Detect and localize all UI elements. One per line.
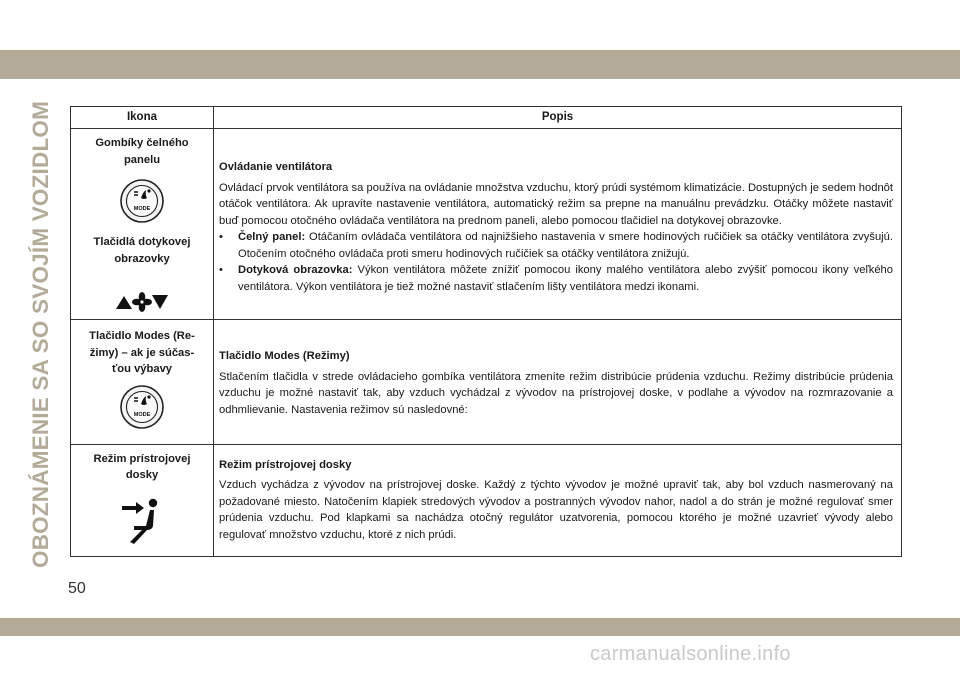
icon-label-touchscreen: Tlačidlá dotykovej obrazovky (93, 236, 191, 265)
top-band (0, 0, 960, 88)
icon-label-panel-mode: Režim prístrojovej dosky (93, 452, 191, 481)
paragraph-fan-control: Ovládací prvok ventilátora sa používa na ovládanie množstva vzduchu, ktorý prúdi systémom klimatizácie. Dostupných je sedem hodnôt otáčok ventilátora. Ak upravíte nastavenie ventilátora, automatický režim sa prepne na manuálnu prevádzku. Otáčky môžete nastaviť buď pomocou otočného ovládača ventilátora na prednom paneli, alebo pomocou tlačidiel na dotykovej obrazovke. (219, 181, 893, 227)
mode-button-icon (119, 384, 165, 430)
table-row (71, 444, 902, 556)
icon-cell (71, 444, 214, 556)
bullet-list (219, 229, 893, 295)
header-stripe (0, 50, 960, 79)
icon-cell (71, 129, 214, 320)
table-header-row (71, 107, 902, 129)
header-icon: Ikona (71, 107, 214, 129)
icon-label-modes-button: Tlačidlo Modes (Režimy) – ak je súčasťou výbavy (89, 330, 195, 375)
paragraph-modes-button: Stlačením tlačidla v strede ovládacieho gombíka ventilátora zmeníte režim distribúcie prúdenia vzduchu. Režimy distribúcie prúdenia vzduchu je možné nastaviť tak, aby vzduch vychádzal z vývodov na prístrojovej doske, v podlahe a vývodov na rozmrazovanie a odhmlievanie. Nastavenia režimov sú nasledovné: (219, 370, 893, 416)
controls-table (70, 106, 902, 557)
page-number: 50 (68, 580, 86, 597)
header-description: Popis (214, 107, 902, 129)
footer-stripe (0, 618, 960, 636)
table-row (71, 320, 902, 445)
bottom-band (0, 610, 960, 678)
heading-fan-control: Ovládanie ventilátora (219, 161, 333, 173)
paragraph-panel-mode: Vzduch vychádza z vývodov na prístrojovej doske. Každý z týchto vývodov je možné upraviť tak, aby bol vzduch nasmerovaný na požadované miesto. Natočením klapiek stredových vývodov a postranných vývodov nahor, nadol a do strán je možné regulovať smer prúdenia vzduchu. Pod klapkami sa nachádza otočný regulátor uzatvorenia, pomocou ktorého je možné uzavrieť vývody alebo regulovať množstvo vzduchu, ktoré z nich prúdi. (219, 479, 893, 541)
fan-speed-icon (114, 291, 170, 313)
icon-label-front-panel: Gombíky čelného panelu (95, 137, 189, 166)
icon-cell (71, 320, 214, 445)
heading-panel-mode: Režim prístrojovej dosky (219, 458, 352, 471)
knob-mode-text: MODE (133, 206, 151, 212)
chapter-side-title: OBOZNÁMENIE SA SO SVOJÍM VOZIDLOM (28, 100, 53, 568)
watermark-text: carmanualsonline.info (590, 643, 791, 665)
description-cell (214, 129, 902, 320)
table-row (71, 129, 902, 320)
panel-mode-icon (120, 496, 164, 546)
heading-modes-button: Tlačidlo Modes (Režimy) (219, 350, 350, 362)
description-cell (214, 444, 902, 556)
knob-mode-text: MODE (133, 411, 151, 418)
description-cell (214, 320, 902, 445)
mode-knob-icon (119, 178, 165, 224)
list-item: • Čelný panel: Otáčaním ovládača ventilátora od najnižšieho nastavenia v smere hodinových ručičiek sa otáčky ventilátora zvyšujú. Otočením otočného ovládača proti smeru hodinových ručičiek sa otáčky ventilátora znižujú. (219, 231, 893, 260)
list-item: • Dotyková obrazovka: Výkon ventilátora môžete znížiť pomocou ikony malého ventilátora alebo zvýšiť pomocou ikony veľkého ventilátora. Výkon ventilátora je tiež možné nastaviť stlačením lišty ventilátora medzi ikonami. (219, 264, 893, 293)
